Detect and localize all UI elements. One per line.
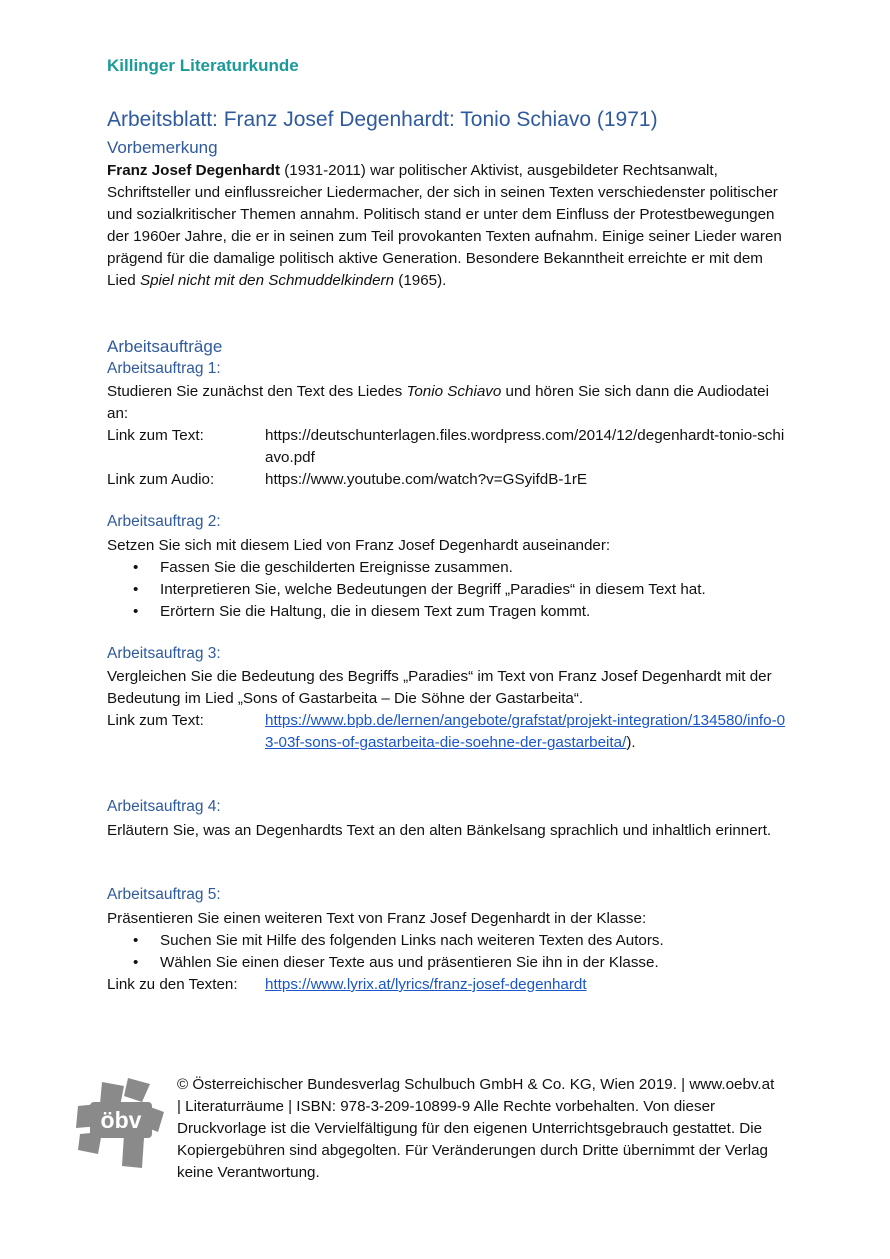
list-item-text: Suchen Sie mit Hilfe des folgenden Links nach weiteren Texten des Autors.: [160, 932, 664, 949]
task-2-body: [107, 535, 787, 623]
list-item: [107, 579, 787, 601]
task-1-body: [107, 381, 787, 491]
list-item: [107, 930, 787, 952]
task-1-text-2: und hören Sie sich dann die Audiodatei an:: [107, 383, 769, 422]
task-2-heading: Arbeitsauftrag 2:: [107, 513, 221, 530]
brand-title: Killinger Literaturkunde: [107, 56, 299, 75]
lyrix-link[interactable]: https://www.lyrix.at/lyrics/franz-josef-degenhardt: [265, 976, 587, 993]
bpb-link[interactable]: https://www.bpb.de/lernen/angebote/grafstat/projekt-integration/134580/info-03-03f-sons-of-gastarbeita-die-soehne-der-gastarbeita/: [265, 712, 786, 751]
task-3-text: Vergleichen Sie die Bedeutung des Begriffs „Paradies“ im Text von Franz Josef Degenhardt mit der Bedeutung im Lied „Sons of Gastarbeita – Die Söhne der Gastarbeita“.: [107, 668, 772, 707]
vorbemerkung-text-1: (1931-2011) war politischer Aktivist, ausgebildeter Rechtsanwalt, Schriftsteller und einflussreicher Liedermacher, der sich in seinen Texten verschiedenster politischer und sozialkritischer Themen annahm. Politisch stand er unter dem Einfluss der Protestbewegungen der 1960er Jahre, die er in seinen zum Teil provokanten Texten aufnahm. Einige seiner Lieder waren prägend für die damalige politisch aktive Generation. Besondere Bekanntheit erreichte er mit dem Lied: [107, 162, 782, 289]
link-suffix: ).: [626, 734, 636, 751]
task-4-heading: Arbeitsauftrag 4:: [107, 798, 221, 815]
bullet-icon: •: [133, 559, 139, 576]
list-item: [107, 952, 787, 974]
section-heading-vorbemerkung: Vorbemerkung: [107, 138, 218, 157]
list-item-text: Wählen Sie einen dieser Texte aus und präsentieren Sie ihn in der Klasse.: [160, 954, 659, 971]
song-title: Spiel nicht mit den Schmuddelkindern: [139, 272, 395, 289]
link-label: Link zum Audio:: [107, 471, 215, 488]
vorbemerkung-text-2: (1965).: [394, 272, 447, 289]
author-name: Franz Josef Degenhardt: [107, 162, 281, 179]
task-4-body: [107, 820, 787, 842]
task-1-link-text-row: [107, 425, 787, 469]
task-3-body: [107, 666, 787, 754]
link-label: Link zum Text:: [107, 712, 204, 729]
link-audio-url: https://www.youtube.com/watch?v=GSyifdB-1rE: [265, 471, 588, 488]
link-text-url: https://deutschunterlagen.files.wordpress.com/2014/12/degenhardt-tonio-schiavo.pdf: [265, 427, 785, 466]
bullet-icon: •: [133, 581, 139, 598]
task-5-intro: Präsentieren Sie einen weiteren Text von Franz Josef Degenhardt in der Klasse:: [107, 910, 647, 927]
task-5-body: [107, 908, 787, 996]
task-1-link-audio-row: [107, 469, 787, 491]
task-1-text-1: Studieren Sie zunächst den Text des Liedes: [107, 383, 407, 400]
task-5-heading: Arbeitsauftrag 5:: [107, 886, 221, 903]
bullet-icon: •: [133, 954, 139, 971]
list-item-text: Interpretieren Sie, welche Bedeutungen der Begriff „Paradies“ in diesem Text hat.: [160, 581, 706, 598]
list-item-text: Fassen Sie die geschilderten Ereignisse zusammen.: [160, 559, 513, 576]
vorbemerkung-paragraph: [107, 160, 787, 292]
task-5-link-row: [107, 974, 787, 996]
task-1-song-title: Tonio Schiavo: [406, 383, 502, 400]
task-4-text: Erläutern Sie, was an Degenhardts Text an den alten Bänkelsang sprachlich und inhaltlich erinnert.: [107, 822, 772, 839]
list-item-text: Erörtern Sie die Haltung, die in diesem Text zum Tragen kommt.: [160, 603, 591, 620]
task-1-heading: Arbeitsauftrag 1:: [107, 360, 221, 377]
oebv-logo: [72, 1076, 168, 1172]
bullet-icon: •: [133, 603, 139, 620]
link-label: Link zum Text:: [107, 427, 204, 444]
task-3-link-row: [107, 710, 787, 754]
link-label: Link zu den Texten:: [107, 976, 238, 993]
logo-text: öbv: [100, 1107, 142, 1133]
copyright-footer: © Österreichischer Bundesverlag Schulbuch GmbH & Co. KG, Wien 2019. | www.oebv.at | Literaturräume | ISBN: 978-3-209-10899-9 Alle Rechte vorbehalten. Von dieser Druckvorlage ist die Vervielfältigung für den eigenen Unterrichtsgebrauch gestattet. Die Kopiergebühren sind abgegolten. Für Veränderungen durch Dritte übernimmt der Verlag keine Verantwortung.: [177, 1076, 775, 1181]
task-2-intro: Setzen Sie sich mit diesem Lied von Franz Josef Degenhardt auseinander:: [107, 537, 611, 554]
bullet-icon: •: [133, 932, 139, 949]
task-2-list: [107, 557, 787, 623]
page-title: Arbeitsblatt: Franz Josef Degenhardt: Tonio Schiavo (1971): [107, 108, 658, 131]
task-3-heading: Arbeitsauftrag 3:: [107, 645, 221, 662]
list-item: [107, 557, 787, 579]
task-5-list: [107, 930, 787, 974]
list-item: [107, 601, 787, 623]
section-heading-arbeitsauftraege: Arbeitsaufträge: [107, 337, 223, 356]
